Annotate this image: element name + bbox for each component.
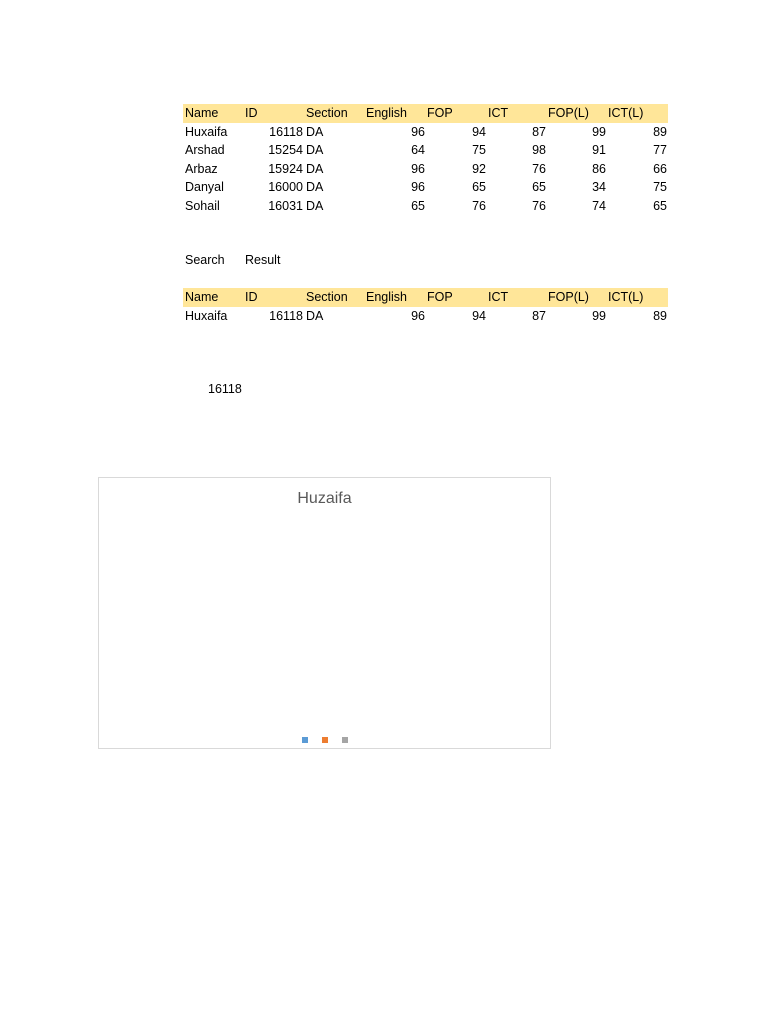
cell-ict[interactable]: 76: [532, 161, 546, 176]
header-fop[interactable]: FOP: [427, 290, 453, 304]
header-ict[interactable]: ICT: [488, 290, 509, 304]
cell-ict-l[interactable]: 65: [653, 198, 667, 213]
student-table: [183, 104, 668, 215]
cell-section[interactable]: DA: [306, 198, 324, 213]
result-label[interactable]: Result: [245, 253, 281, 267]
header-ict-l[interactable]: ICT(L): [608, 290, 644, 304]
table-row: [183, 178, 668, 197]
table-header-row: [183, 104, 668, 123]
result-header-row: [183, 288, 668, 307]
cell-section[interactable]: DA: [306, 161, 324, 176]
cell-english[interactable]: 64: [411, 143, 425, 157]
header-english[interactable]: English: [366, 290, 407, 304]
table-row: [183, 197, 668, 216]
legend-swatch-2[interactable]: [322, 737, 328, 743]
legend-swatch-3[interactable]: [342, 737, 348, 743]
table-row: [183, 160, 668, 179]
cell-id[interactable]: 16118: [269, 308, 303, 323]
cell-english[interactable]: 96: [411, 308, 425, 323]
cell-id[interactable]: 15924: [268, 161, 303, 176]
cell-name[interactable]: Sohail: [185, 198, 220, 213]
cell-ict-l[interactable]: 75: [653, 180, 667, 194]
cell-name[interactable]: Huxaifa: [185, 124, 228, 139]
cell-ict[interactable]: 98: [532, 143, 546, 157]
cell-english[interactable]: 96: [411, 161, 425, 176]
cell-name[interactable]: Arshad: [185, 143, 225, 157]
legend-swatch-1[interactable]: [302, 737, 308, 743]
cell-fop-l[interactable]: 99: [592, 308, 606, 323]
cell-ict-l[interactable]: 77: [653, 143, 667, 157]
cell-name[interactable]: Huxaifa: [185, 308, 228, 323]
cell-section[interactable]: DA: [306, 143, 324, 157]
cell-ict[interactable]: 76: [532, 198, 546, 213]
search-label[interactable]: Search: [185, 253, 225, 267]
header-ict[interactable]: ICT: [488, 106, 509, 120]
cell-name[interactable]: Danyal: [185, 180, 224, 194]
cell-ict[interactable]: 87: [532, 308, 546, 323]
chart-title[interactable]: Huzaifa: [297, 490, 352, 507]
cell-fop[interactable]: 94: [472, 308, 486, 323]
search-value-cell[interactable]: 16118: [208, 382, 242, 396]
cell-section[interactable]: DA: [306, 308, 324, 323]
table-row: [183, 141, 668, 160]
cell-english[interactable]: 96: [411, 124, 425, 139]
cell-fop[interactable]: 75: [472, 143, 486, 157]
cell-fop[interactable]: 65: [472, 180, 486, 194]
header-name[interactable]: Name: [185, 290, 219, 304]
cell-english[interactable]: 65: [411, 198, 425, 213]
cell-ict-l[interactable]: 89: [653, 124, 667, 139]
cell-fop-l[interactable]: 91: [592, 143, 606, 157]
cell-ict[interactable]: 87: [532, 124, 546, 139]
cell-id[interactable]: 16031: [268, 198, 303, 213]
chart-legend[interactable]: [99, 737, 550, 743]
cell-ict-l[interactable]: 66: [653, 161, 667, 176]
cell-name[interactable]: Arbaz: [185, 161, 218, 176]
header-english[interactable]: English: [366, 106, 407, 120]
header-section[interactable]: Section: [306, 290, 348, 304]
cell-fop-l[interactable]: 34: [592, 180, 606, 194]
cell-fop-l[interactable]: 99: [592, 124, 606, 139]
header-fop-l[interactable]: FOP(L): [548, 106, 589, 120]
chart-area[interactable]: [98, 477, 551, 749]
header-ict-l[interactable]: ICT(L): [608, 106, 644, 120]
cell-section[interactable]: DA: [306, 124, 324, 139]
cell-id[interactable]: 15254: [268, 143, 303, 157]
result-row: [183, 307, 668, 326]
result-table: [183, 288, 668, 325]
cell-section[interactable]: DA: [306, 180, 324, 194]
cell-id[interactable]: 16000: [268, 180, 303, 194]
cell-fop[interactable]: 92: [472, 161, 486, 176]
table-row: [183, 123, 668, 142]
cell-fop[interactable]: 76: [472, 198, 486, 213]
cell-id[interactable]: 16118: [269, 124, 303, 139]
header-name[interactable]: Name: [185, 106, 219, 120]
cell-fop[interactable]: 94: [472, 124, 486, 139]
cell-fop-l[interactable]: 86: [592, 161, 606, 176]
header-fop[interactable]: FOP: [427, 106, 453, 120]
header-id[interactable]: ID: [245, 106, 258, 120]
header-section[interactable]: Section: [306, 106, 348, 120]
cell-ict[interactable]: 65: [532, 180, 546, 194]
header-fop-l[interactable]: FOP(L): [548, 290, 589, 304]
header-id[interactable]: ID: [245, 290, 258, 304]
cell-ict-l[interactable]: 89: [653, 308, 667, 323]
cell-fop-l[interactable]: 74: [592, 198, 606, 213]
cell-english[interactable]: 96: [411, 180, 425, 194]
